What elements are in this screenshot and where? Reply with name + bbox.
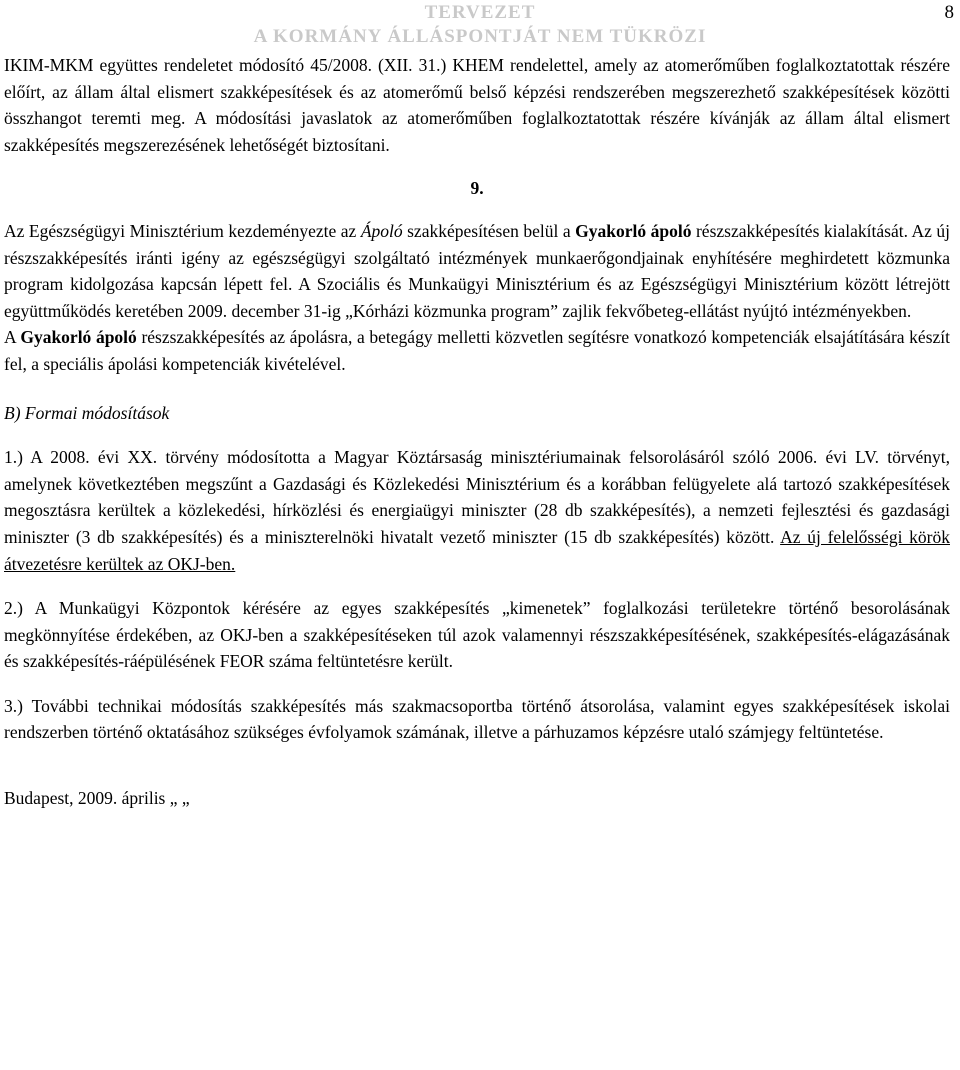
paragraph-3-text-a: A: [4, 327, 21, 348]
subheading: [4, 400, 950, 427]
paragraph-3: [4, 324, 950, 377]
item-1-underlined: Az új felelősségi körök átvezetésre kerültek az OKJ-ben.: [4, 526, 950, 574]
apolo-term: Ápoló: [360, 220, 403, 241]
paragraph-3-text-c: részszakképesítés az ápolásra, a betegágy melletti közvetlen segítésre vonatkozó kompetenciák elsajátítására készít fel, a speciális ápolási kompetenciák kivételével.: [4, 327, 950, 374]
item-1: [4, 444, 950, 577]
paragraph-2-text-a: Az Egészségügyi Minisztérium kezdeményezte az: [4, 220, 361, 241]
paragraph-1: IKIM-MKM együttes rendeletet módosító 45/2008. (XII. 31.) KHEM rendelettel, amely az atomerőműben foglalkoztatottak részére előírt, az állam által elismert szakképesítések és az atomerőmű belső képzési rendszerében megszerezhető szakképesítések közötti összhangot teremti meg. A módosítási javaslatok az atomerőműben foglalkoztatottak részére kívánják az állam által elismert szakképesítés megszerezésének lehetőségét biztosítani.: [4, 55, 950, 155]
watermark-subtitle: A KORMÁNY ÁLLÁSPONTJÁT NEM TÜKRÖZI: [253, 26, 707, 47]
document-body: [4, 52, 950, 812]
section-heading: 9.: [470, 178, 484, 199]
item-1-text: 1.) A 2008. évi XX. törvény módosította a Magyar Köztársaság minisztériumainak felsorolásáról szóló 2006. évi LV. törvényt, amelynek következtében megszűnt a Gazdasági és Közlekedési Minisztérium és a korábban felügyelete alá tartozó szakképesítések megosztásra kerültek a közlekedési, hírközlési és energiaügyi miniszter (28 db szakképesítés), a nemzeti fejlesztési és gazdasági miniszter (3 db szakképesítés) és a miniszterelnöki hivatalt vezető miniszter (15 db szakképesítés) között.: [4, 447, 950, 547]
paragraph-2: [4, 218, 950, 324]
place-date: Budapest, 2009. április „ „: [4, 788, 190, 809]
paragraph-2-text-c: szakképesítésen belül a: [402, 220, 576, 241]
item-3: 3.) További technikai módosítás szakképesítés más szakmacsoportba történő átsorolása, valamint egyes szakképesítések iskolai rendszerben történő oktatásához szükséges évfolyamok számának, illetve a párhuzamos képzésre utaló számjegy feltüntetése.: [4, 695, 950, 743]
paragraph-2-text-e: részszakképesítés kialakítását. Az új részszakképesítés iránti igény az egészségügyi szolgáltató intézmények munkaerőgondjainak enyhítésére meghirdetett közmunka program kidolgozása kapcsán lépett fel. A Szociális és Munkaügyi Minisztérium és az Egészségügyi Minisztérium között létrejött együttműködés keretében 2009. december 31-ig „Kórházi közmunka program” zajlik fekvőbeteg-ellátást nyújtó intézményekben.: [4, 220, 950, 321]
page-number: 8: [944, 2, 954, 23]
item-2: 2.) A Munkaügyi Központok kérésére az egyes szakképesítés „kimenetek” foglalkozási területekre történő besorolásának megkönnyítése érdekében, az OKJ-ben a szakképesítéseken túl azok valamennyi részszakképesítésének, szakképesítés-elágazásának és szakképesítés-ráépülésének FEOR száma feltüntetésre került.: [4, 598, 950, 672]
watermark-title: TERVEZET: [424, 2, 536, 23]
subheading-text: B) Formai módosítások: [4, 402, 170, 423]
gyakorlo-apolo-term: Gyakorló ápoló: [575, 220, 692, 241]
gyakorlo-apolo-term-2: Gyakorló ápoló: [20, 327, 137, 348]
